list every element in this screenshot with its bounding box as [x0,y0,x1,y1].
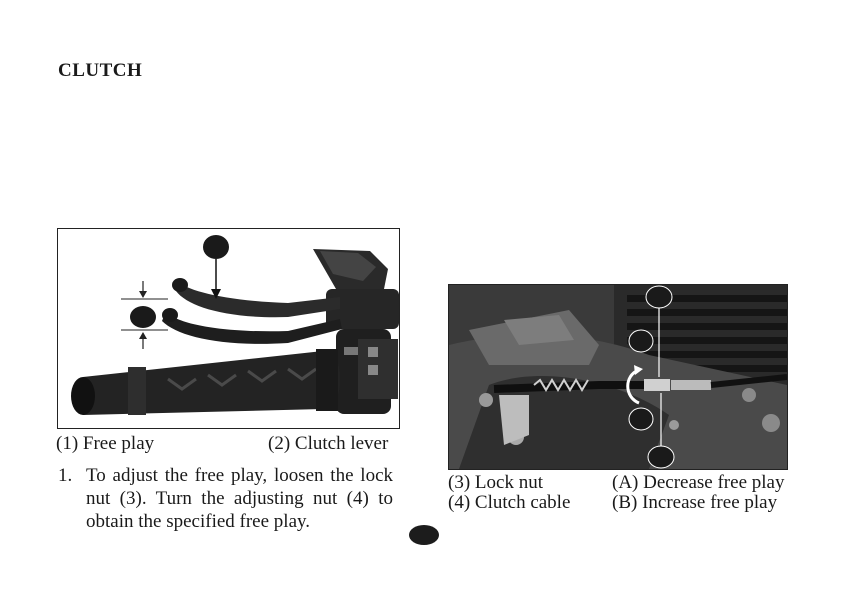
callout-2-marker [203,235,229,259]
clutch-cable-photo [448,284,788,470]
caption-clutch-cable: (4) Clutch cable [448,492,571,513]
section-title: CLUTCH [58,60,143,81]
callout-1-marker [130,306,156,328]
clutch-cable-illustration [449,285,787,469]
caption-decrease-free-play: (A) Decrease free play [612,472,785,493]
clutch-lever-illustration [58,229,399,428]
caption-free-play: (1) Free play [56,433,155,454]
caption-lock-nut: (3) Lock nut [448,472,543,493]
step-text: To adjust the free play, loosen the lock nut (3). Turn the adjusting nut (4) to obtain the specified free play. [86,465,393,532]
instruction-step-1 [58,464,393,533]
caption-increase-free-play: (B) Increase free play [612,492,778,513]
clutch-lever-photo [57,228,400,429]
caption-clutch-lever: (2) Clutch lever [268,433,389,454]
step-number: 1. [58,465,73,486]
page-number-badge [409,525,439,545]
